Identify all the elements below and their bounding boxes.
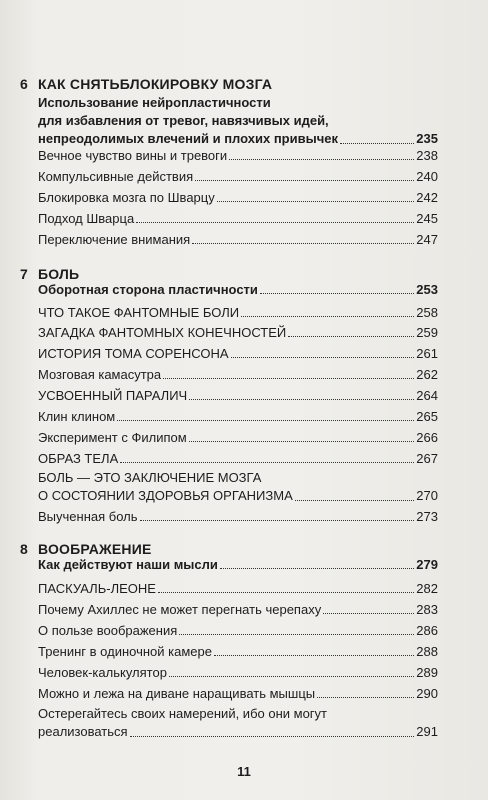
toc-entry[interactable] [38, 408, 438, 425]
entry-label: Блокировка мозга по Шварцу [38, 190, 215, 205]
chapter-title: ВООБРАЖЕНИЕ [38, 541, 152, 557]
dot-leader [140, 519, 415, 521]
dot-leader [117, 419, 414, 421]
entry-label: ЧТО ТАКОЕ ФАНТОМНЫЕ БОЛИ [38, 305, 240, 320]
page-number: 11 [237, 764, 251, 779]
page-ref: 286 [416, 623, 438, 638]
toc-entry[interactable] [38, 189, 438, 206]
entry-label: Почему Ахиллес не может перегнать черепаху [38, 602, 322, 617]
page-ref: 235 [416, 131, 438, 146]
dot-leader [241, 315, 414, 317]
entry-label: ЗАГАДКА ФАНТОМНЫХ КОНЕЧНОСТЕЙ [38, 325, 287, 340]
dot-leader [229, 158, 414, 160]
entry-label: Вечное чувство вины и тревоги [38, 148, 228, 163]
dot-leader [295, 499, 415, 501]
entry-label: Можно и лежа на диване наращивать мышцы [38, 686, 316, 701]
page-ref: 283 [416, 602, 438, 617]
page-ref: 290 [416, 686, 438, 701]
dot-leader [260, 292, 414, 294]
toc-entry[interactable] [38, 622, 438, 639]
subtitle-line: Оборотная сторона пластичности [38, 282, 258, 297]
toc-entry[interactable] [38, 345, 438, 362]
dot-leader [130, 735, 415, 737]
entry-label-line: Остерегайтесь своих намерений, ибо они могут [38, 706, 328, 721]
entry-label: Мозговая камасутра [38, 367, 162, 382]
entry-label-line: О СОСТОЯНИИ ЗДОРОВЬЯ ОРГАНИЗМА [38, 488, 293, 503]
toc-entry[interactable] [38, 508, 438, 525]
toc-entry[interactable] [38, 324, 438, 341]
page-ref: 240 [416, 169, 438, 184]
entry-label: О пользе воображения [38, 623, 178, 638]
entry-label: УСВОЕННЫЙ ПАРАЛИЧ [38, 388, 188, 403]
page-ref: 238 [416, 148, 438, 163]
page-ref: 273 [416, 509, 438, 524]
dot-leader [195, 179, 414, 181]
toc-entry[interactable] [38, 580, 438, 597]
toc-entry[interactable] [38, 387, 438, 404]
dot-leader [179, 633, 414, 635]
toc-entry[interactable] [38, 429, 438, 446]
toc-entry[interactable] [38, 643, 438, 660]
chapter-number: 6 [20, 76, 28, 92]
page-ref: 247 [416, 232, 438, 247]
page-ref: 288 [416, 644, 438, 659]
dot-leader [189, 398, 414, 400]
chapter-subtitle[interactable] [38, 281, 438, 298]
toc-entry[interactable] [38, 366, 438, 383]
entry-label: Человек-калькулятор [38, 665, 167, 680]
subtitle-line: Как действуют наши мысли [38, 557, 218, 572]
entry-label-line: БОЛЬ — ЭТО ЗАКЛЮЧЕНИЕ МОЗГА [38, 470, 262, 485]
entry-label: Подход Шварца [38, 211, 135, 226]
toc-entry[interactable] [38, 450, 438, 467]
page-ref: 264 [416, 388, 438, 403]
page-ref: 266 [416, 430, 438, 445]
dot-leader [317, 696, 414, 698]
toc-entry[interactable] [38, 210, 438, 227]
dot-leader [340, 142, 414, 144]
entry-label: Эксперимент с Филипом [38, 430, 187, 445]
dot-leader [189, 440, 415, 442]
dot-leader [288, 335, 414, 337]
page-ref: 291 [416, 724, 438, 739]
toc-entry[interactable] [38, 231, 438, 248]
page-ref: 262 [416, 367, 438, 382]
subtitle-line: непреодолимых влечений и плохих привычек [38, 131, 338, 146]
toc-entry[interactable] [38, 685, 438, 702]
entry-label: Компульсивные действия [38, 169, 194, 184]
toc-entry[interactable] [38, 601, 438, 618]
subtitle-line: для избавления от тревог, навязчивых идей, [38, 113, 329, 128]
page-ref: 245 [416, 211, 438, 226]
page-ref: 289 [416, 665, 438, 680]
toc-entry[interactable] [38, 147, 438, 164]
chapter-number: 7 [20, 266, 28, 282]
entry-label: ИСТОРИЯ ТОМА СОРЕНСОНА [38, 346, 229, 361]
toc-entry[interactable] [38, 304, 438, 321]
entry-label-line: реализоваться [38, 724, 128, 739]
page-ref: 261 [416, 346, 438, 361]
dot-leader [192, 242, 414, 244]
chapter-title: КАК СНЯТЬБЛОКИРОВКУ МОЗГА [38, 76, 273, 92]
toc-entry[interactable] [38, 705, 438, 741]
dot-leader [169, 675, 414, 677]
dot-leader [120, 461, 414, 463]
entry-label: ОБРАЗ ТЕЛА [38, 451, 119, 466]
page-ref: 265 [416, 409, 438, 424]
toc-entry[interactable] [38, 664, 438, 681]
dot-leader [163, 377, 414, 379]
chapter-title: БОЛЬ [38, 266, 80, 282]
chapter-subtitle [38, 94, 438, 148]
page-ref: 242 [416, 190, 438, 205]
dot-leader [158, 591, 414, 593]
dot-leader [323, 612, 414, 614]
entry-label: Выученная боль [38, 509, 138, 524]
dot-leader [231, 356, 415, 358]
dot-leader [220, 567, 414, 569]
entry-label: ПАСКУАЛЬ-ЛЕОНЕ [38, 581, 156, 596]
dot-leader [214, 654, 414, 656]
chapter-number: 8 [20, 541, 28, 557]
page-ref: 267 [416, 451, 438, 466]
dot-leader [217, 200, 415, 202]
toc-entry[interactable] [38, 168, 438, 185]
entry-label: Переключение внимания [38, 232, 191, 247]
entry-label: Клин клином [38, 409, 116, 424]
toc-entry[interactable] [38, 469, 438, 505]
page-ref: 279 [416, 557, 438, 572]
page-ref: 282 [416, 581, 438, 596]
page-ref: 258 [416, 305, 438, 320]
page-ref: 259 [416, 325, 438, 340]
chapter-subtitle[interactable] [38, 556, 438, 573]
page-ref: 253 [416, 282, 438, 297]
entry-label: Тренинг в одиночной камере [38, 644, 212, 659]
subtitle-line: Использование нейропластичности [38, 95, 271, 110]
page-ref: 270 [416, 488, 438, 503]
dot-leader [136, 221, 414, 223]
